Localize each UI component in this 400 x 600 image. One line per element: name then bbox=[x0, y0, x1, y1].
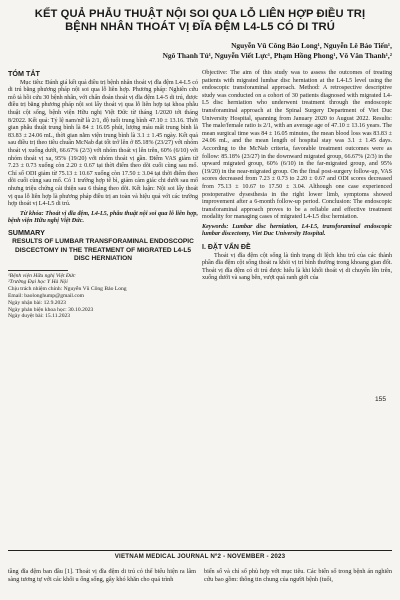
tomtat-keywords: Từ khóa: Thoát vị đĩa đệm, L4-L5, phẫu thuật nội soi qua lỗ liên hợp, bệnh viện Hữu nghị Việt Đức. bbox=[8, 210, 198, 225]
footer-divider bbox=[8, 550, 392, 551]
section-1-heading: I. ĐẶT VẤN ĐỀ bbox=[202, 244, 251, 252]
left-column bbox=[8, 70, 198, 320]
english-abstract-body: Objective: The aim of this study was to assess the outcomes of treating patients with migrated lumbar disc herniation at the L4-L5 level using the endoscopic transforaminal approach. Method: A retrospective descriptive study was conducted on a cohort of 30 patients diagnosed with migrated L4-L5 disc herniation who underwent treatment through the endoscopic transforaminal approach at the Spinal Surgery Department of Viet Duc University Hospital, spanning from January 2020 to August 2022. Results: The male/female ratio is 2/1, with an average age of 47.10 ± 13.16 years. The mean surgical time was 84 ± 16.05 minutes, the mean blood loss was 83.83 ± 24.06 mL, and the mean length of hospital stay was 3.1 ± 1.45 days. According to the McNab criteria, favorable treatment outcomes were as follow: 85.18% (23/27) in the downward migrated group, 66.67% (2/3) in the upward migrated group, 60% (6/10) in the far-migrated group, and 95% (19/20) in the near-migrated group. On the final post-surgery follow-up, VAS scores decreased from 7.23 ± 0.73 to 2.20 ± 0.67 and ODI scores decreased from 75.13 ± 10.67 to 17.50 ± 3.04. Although one case experienced postoperative dysesthesia in the right lower limb, symptoms showed improvement after a 6-month follow-up period. Conclusion: The endoscopic transforaminal approach proves to be a reliable and effective treatment modality for managing cases of migrated L4-L5 disc herniation. bbox=[202, 70, 392, 221]
footnote-corresponding: Chịu trách nhiệm chính: Nguyễn Vũ Công Bảo Long bbox=[8, 286, 127, 293]
author-list bbox=[62, 41, 392, 60]
section-1-body: Thoát vị đĩa đệm cột sống là tình trạng di lệch khu trú của các thành phần đĩa đệm cột sống thoát ra khỏi vị trí bình thường trong khoang gian đốt. Thoát vị đĩa đệm có di trú được hiểu là khi khối thoát vị di chuyển lên trên, xuống dưới và sang bên, vượt quá ranh giới của bbox=[202, 252, 392, 282]
tomtat-heading: TÓM TẮT bbox=[8, 69, 40, 78]
page-number: 155 bbox=[374, 396, 386, 403]
journal-footer: VIETNAM MEDICAL JOURNAL Nº2 - NOVEMBER - 2023 bbox=[114, 553, 286, 560]
footnote-accepted: Ngày duyệt bài: 15.11.2023 bbox=[8, 313, 71, 320]
footnote-divider bbox=[8, 270, 68, 271]
next-page-right-text: biến số và chỉ số phù hợp với mục tiêu. Các biến số trong bệnh án nghiên cứu bao gồm: thông tin chung của người bệnh (tuổi, bbox=[204, 568, 392, 583]
footnote-reviewed: Ngày phản biện khoa học: 30.10.2023 bbox=[8, 306, 94, 313]
footnote-affiliation-1: ¹Bệnh viện Hữu nghị Việt Đức bbox=[8, 272, 76, 279]
article-title: KẾT QUẢ PHẪU THUẬT NỘI SOI QUA LỖ LIÊN HỢP ĐIỀU TRỊ BỆNH NHÂN THOÁT VỊ ĐĨA ĐỆM L4-L5 CÓ DI TRÚ bbox=[34, 8, 366, 33]
author-line-1: Nguyễn Vũ Công Bảo Long¹, Nguyễn Lê Bảo Tiến¹, bbox=[231, 41, 392, 50]
footnote-affiliation-2: ²Trường Đại học Y Hà Nội bbox=[8, 279, 68, 286]
footnote-received: Ngày nhận bài: 12.9.2023 bbox=[8, 299, 66, 306]
author-line-2: Ngô Thanh Tú¹, Nguyễn Viết Lực¹, Phạm Hồng Phong¹, Võ Văn Thanh¹,² bbox=[162, 50, 392, 60]
footnote-email: Email: baolonghump@gmail.com bbox=[8, 293, 84, 300]
english-title: RESULTS OF LUMBAR TRANSFORAMINAL ENDOSCOPIC DISCECTOMY IN THE TREATMENT OF MIGRATED L4-L5 DISC HERNIATION bbox=[12, 238, 194, 263]
tomtat-body: Mục tiêu: Đánh giá kết quả điều trị bệnh nhân thoát vị đĩa đệm L4-L5 có di trú bằng phương pháp nội soi qua lỗ liên hợp. Phương pháp: Nghiên cứu mô tả hồi cứu 30 bệnh nhân, với chẩn đoán thoát vị đĩa đệm L4-5 di trú, được điều trị bằng phương pháp nội soi lấy thoát vị qua lỗ liên hợp tại khoa phẫu thuật cột sống, bệnh viện Hữu nghị Việt Đức từ tháng 1/2020 tới tháng 8/2022. Kết quả: Tỷ lệ nam/nữ là 2/1, độ tuổi trung bình 47.10 ± 13.16. Thời gian phẫu thuật trung bình là 84 ± 16.05 phút, lượng máu mất trung bình là 83.83 ± 24.06 mL, thời gian nằm viện trung bình là 3.1 ± 1.45 ngày. Kết quả sau điều trị theo tiêu chuẩn McNab đạt tốt trở lên ở 85.18% (23/27) với nhóm thoát vị xuống dưới, 66.67% (2/3) với nhóm thoát vị lên trên, 60% (6/10) với nhóm thoát vị xa, 95% (19/20) với nhóm thoát vị gần. Điểm VAS giảm từ 7.23 ± 0.73 xuống còn 2.20 ± 0.67 tại thời điểm theo dõi cuối cùng sau mổ. Chỉ số ODI giảm từ 75.13 ± 10.67 xuống còn 17.50 ± 3.04 tại thời điểm theo dõi cuối cùng sau mổ. Có 1 trường hợp tê bì, giảm cảm giác chi dưới sau mổ nhưng triệu chứng cải thiện sau 6 tháng theo dõi. Kết luận: Nội soi lấy thoát vị qua lỗ liên hợp là phương pháp điều trị an toàn và hiệu quả với các trường hợp thoát vị L4-L5 di trú. bbox=[8, 79, 198, 208]
summary-heading: SUMMARY bbox=[8, 227, 45, 237]
english-keywords: Keywords: Lumbar disc herniation, L4-L5, transforaminal endoscopic lumbar discectomy, Viet Duc University Hospital. bbox=[202, 223, 392, 238]
right-column bbox=[202, 70, 392, 285]
next-page-left-text: tầng đĩa đệm ban đầu [1]. Thoát vị đĩa đệm di trú có thể biểu hiện ra lâm sàng tương tự với các khối u ống sống, gây khó khăn cho quá trình bbox=[8, 568, 196, 583]
